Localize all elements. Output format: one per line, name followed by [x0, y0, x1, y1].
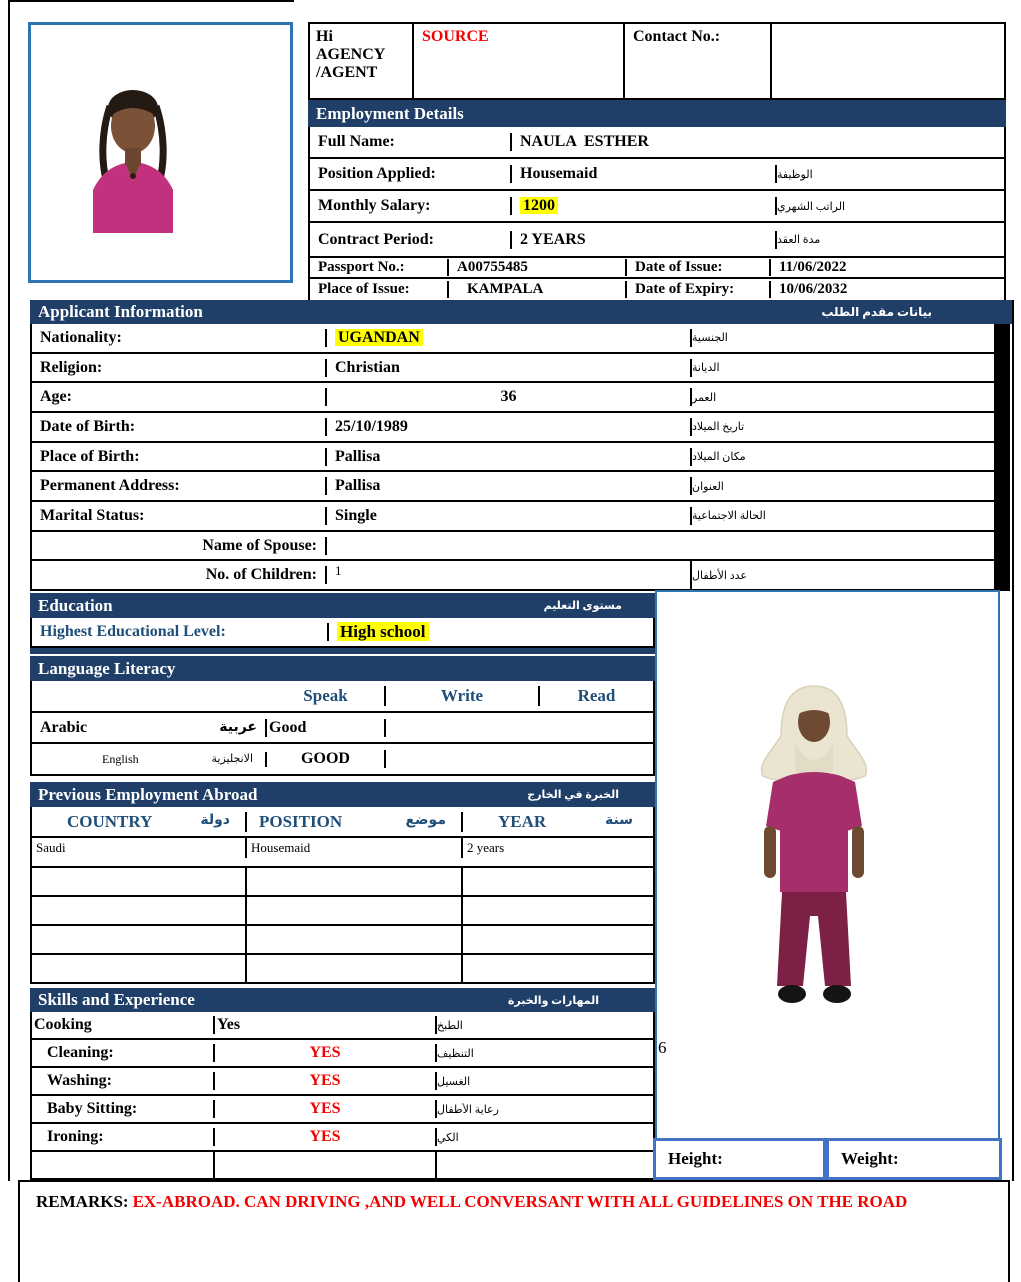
babysitting-value-cell	[215, 1100, 437, 1118]
prev-position-value: Housemaid	[251, 840, 311, 855]
date-of-expiry-value: 10/06/2032	[779, 281, 848, 297]
english-language-cell	[32, 752, 267, 767]
marital-status-value: Single	[335, 506, 377, 524]
empty-cell	[32, 897, 247, 924]
english-speak-cell	[267, 750, 386, 768]
age-arabic-label: العمر	[692, 391, 717, 404]
date-expiry-label-cell	[627, 281, 771, 298]
english-language-arabic-label: الانجليزية	[211, 752, 253, 765]
date-issue-value-cell	[771, 259, 1004, 276]
children-arabic-cell	[692, 561, 994, 589]
date-of-birth-value: 25/10/1989	[335, 417, 408, 435]
date-of-expiry-label: Date of Expiry:	[635, 281, 735, 297]
previous-employment-title-arabic: الخبرة في الخارج	[527, 789, 619, 801]
page-note-value: 6	[658, 1038, 667, 1057]
applicant-info-title-arabic: بيانات مقدم الطلب	[821, 304, 932, 319]
cleaning-label-cell	[32, 1044, 215, 1062]
salary-arabic-label: الراتب الشهري	[777, 200, 846, 213]
no-of-children-value: 1	[335, 563, 342, 579]
table-row	[310, 191, 1004, 223]
applicant-table-right-bar	[996, 324, 1010, 591]
no-of-children-label: No. of Children:	[205, 566, 317, 584]
year-header-arabic: سنة	[605, 812, 633, 828]
empty-cell	[32, 955, 247, 982]
contract-arabic-label: مدة العقد	[777, 234, 821, 246]
contract-arabic-cell	[777, 233, 1004, 246]
applicant-info-header	[30, 300, 1012, 324]
passport-no-label: Passport No.:	[318, 259, 405, 275]
age-label: Age:	[40, 388, 72, 406]
cleaning-value-cell	[215, 1044, 437, 1062]
address-arabic-cell	[692, 480, 994, 493]
nationality-value-cell	[327, 329, 692, 347]
arabic-speak-cell	[267, 719, 386, 737]
permanent-address-label: Permanent Address:	[40, 477, 180, 495]
highest-educational-level-label: Highest Educational Level:	[40, 623, 226, 640]
table-row	[32, 926, 653, 955]
full-name-value-cell	[512, 133, 1004, 151]
passport-no-value: A00755485	[457, 259, 528, 275]
empty-cell	[32, 868, 247, 895]
washing-value: YES	[309, 1072, 341, 1089]
babysitting-arabic-cell	[437, 1103, 653, 1116]
table-row	[32, 1152, 653, 1178]
empty-cell	[215, 1152, 437, 1178]
cooking-label: Cooking	[34, 1016, 92, 1033]
dob-value-cell	[327, 418, 692, 436]
cooking-arabic-label: الطبخ	[437, 1019, 463, 1032]
table-row	[32, 354, 994, 384]
marital-arabic-cell	[692, 509, 994, 522]
table-row	[32, 383, 994, 413]
table-row	[32, 897, 653, 926]
date-of-birth-label: Date of Birth:	[40, 417, 136, 435]
remarks-text: EX-ABROAD. CAN DRIVING ,AND WELL CONVERSANT WITH ALL GUIDELINES ON THE ROAD	[132, 1192, 908, 1211]
country-header-label: COUNTRY	[67, 811, 153, 831]
age-value-cell	[327, 388, 692, 406]
religion-arabic-cell	[692, 361, 994, 374]
contract-label-cell	[310, 231, 512, 249]
speak-header-label: Speak	[303, 685, 348, 705]
table-row	[32, 713, 653, 745]
washing-arabic-label: الغسيل	[437, 1075, 471, 1088]
religion-value-cell	[327, 359, 692, 377]
country-column-header	[32, 812, 247, 832]
ironing-value-cell	[215, 1128, 437, 1146]
place-of-birth-value: Pallisa	[335, 447, 381, 465]
source-label: SOURCE	[422, 28, 489, 45]
table-row	[310, 159, 1004, 191]
pob-value-cell	[327, 448, 692, 466]
english-language-label: English	[102, 751, 139, 766]
religion-value: Christian	[335, 358, 400, 376]
agency-label-cell	[310, 24, 414, 98]
weight-label: Weight:	[841, 1149, 899, 1168]
empty-cell	[32, 1152, 215, 1178]
pob-arabic-cell	[692, 450, 994, 463]
speak-column-header	[267, 686, 386, 706]
empty-cell	[247, 926, 463, 953]
portrait-photo-frame	[28, 22, 293, 283]
empty-cell	[463, 868, 653, 895]
education-level-label-cell	[32, 623, 329, 641]
religion-arabic-label: الديانة	[692, 362, 720, 374]
table-row	[310, 258, 1004, 279]
divider-strip	[30, 648, 655, 654]
skills-table	[30, 1012, 655, 1180]
place-issue-value-cell	[449, 281, 627, 298]
cleaning-label: Cleaning:	[47, 1044, 114, 1061]
date-issue-label-cell	[627, 259, 771, 276]
salary-value-cell	[512, 197, 777, 215]
address-arabic-label: العنوان	[692, 480, 724, 493]
page-top-border	[8, 0, 294, 2]
position-header-arabic: موضع	[405, 812, 446, 828]
dob-label-cell	[32, 418, 327, 436]
table-row	[32, 1096, 653, 1124]
cleaning-arabic-label: التنظيف	[437, 1047, 474, 1060]
page-note	[658, 1038, 667, 1058]
contact-value-cell	[772, 24, 1004, 98]
previous-employment-title: Previous Employment Abroad	[38, 784, 258, 804]
weight-cell	[826, 1138, 1002, 1180]
place-issue-label-cell	[310, 281, 449, 298]
position-arabic-label: الوظيفة	[777, 168, 813, 181]
cooking-arabic-cell	[437, 1019, 653, 1032]
employment-details-title: Employment Details	[316, 103, 464, 123]
date-expiry-value-cell	[771, 281, 1004, 298]
table-row	[32, 502, 994, 532]
washing-label: Washing:	[47, 1072, 112, 1089]
read-header-label: Read	[577, 685, 616, 705]
write-column-header	[386, 686, 540, 706]
babysitting-label-cell	[32, 1100, 215, 1118]
education-header	[30, 593, 655, 618]
nationality-arabic-cell	[692, 331, 994, 344]
read-column-header	[540, 686, 653, 706]
table-row	[32, 1068, 653, 1096]
applicant-full-body-photo	[749, 684, 879, 1014]
table-row	[32, 561, 994, 589]
full-name-label-cell	[310, 133, 512, 151]
position-value-cell	[512, 165, 777, 183]
arabic-speak-value: Good	[269, 718, 307, 736]
prev-country-cell	[32, 838, 247, 858]
prev-country-value: Saudi	[36, 840, 66, 855]
empty-cell	[463, 897, 653, 924]
contact-label-cell	[625, 24, 772, 98]
applicant-info-title: Applicant Information	[38, 302, 203, 321]
religion-label-cell	[32, 359, 327, 377]
arabic-language-arabic-label: عربية	[219, 719, 257, 735]
nationality-label-cell	[32, 329, 327, 347]
children-label-cell	[32, 566, 327, 584]
education-level-row	[30, 618, 655, 648]
ironing-arabic-label: الكي	[437, 1131, 459, 1144]
baby-sitting-arabic-label: رعاية الأطفال	[437, 1103, 499, 1116]
salary-label-cell	[310, 197, 512, 215]
contract-value-cell	[512, 231, 777, 249]
age-arabic-cell	[692, 391, 994, 404]
table-row	[32, 744, 653, 774]
washing-value-cell	[215, 1072, 437, 1090]
passport-no-label-cell	[310, 259, 449, 276]
year-column-header	[463, 812, 653, 832]
table-row	[310, 223, 1004, 256]
skills-title-arabic: المهارات والخبرة	[507, 994, 599, 1007]
table-row	[32, 1124, 653, 1152]
age-label-cell	[32, 388, 327, 406]
remarks-label: REMARKS:	[36, 1192, 129, 1211]
religion-label: Religion:	[40, 358, 103, 376]
baby-sitting-value: YES	[309, 1100, 341, 1117]
prev-year-cell	[463, 838, 653, 858]
table-row	[32, 443, 994, 473]
passport-table	[308, 256, 1006, 302]
table-row	[32, 1040, 653, 1068]
language-literacy-table	[30, 681, 655, 776]
year-header-label: YEAR	[498, 811, 547, 831]
marital-status-label: Marital Status:	[40, 506, 145, 524]
previous-employment-table	[30, 807, 655, 984]
empty-cell	[463, 926, 653, 953]
address-label-cell	[32, 477, 327, 495]
table-row	[32, 955, 653, 982]
table-row	[32, 838, 653, 868]
previous-employment-header	[30, 782, 655, 807]
ironing-label: Ironing:	[47, 1128, 104, 1145]
spouse-label-cell	[32, 537, 327, 555]
date-of-issue-value: 11/06/2022	[779, 259, 847, 275]
dob-arabic-label: تاريخ الميلاد	[692, 421, 745, 434]
dob-arabic-cell	[692, 420, 994, 433]
table-row	[32, 1012, 653, 1040]
empty-cell	[247, 868, 463, 895]
contract-period-label: Contract Period:	[318, 230, 434, 248]
permanent-address-value: Pallisa	[335, 477, 381, 495]
page-left-border	[8, 0, 10, 1181]
children-arabic-label: عدد الأطفال	[692, 569, 747, 582]
table-header-row	[32, 681, 653, 713]
table-row	[310, 279, 1004, 300]
applicant-info-table	[30, 324, 996, 591]
table-row	[32, 472, 994, 502]
empty-cell	[32, 926, 247, 953]
education-title: Education	[38, 595, 113, 615]
language-literacy-title: Language Literacy	[38, 658, 176, 678]
table-row	[32, 868, 653, 897]
agency-label: Hi AGENCY /AGENT	[316, 28, 385, 81]
nationality-arabic-label: الجنسية	[692, 332, 728, 345]
nationality-value: UGANDAN	[335, 329, 423, 346]
highest-educational-level-value: High school	[337, 622, 429, 641]
prev-year-value: 2 years	[467, 840, 505, 855]
cooking-value: Yes	[217, 1016, 241, 1033]
date-of-issue-label: Date of Issue:	[635, 259, 723, 275]
skills-header	[30, 988, 655, 1012]
table-row	[32, 413, 994, 443]
position-applied-value: Housemaid	[520, 165, 598, 182]
employment-details-table	[308, 127, 1006, 258]
position-arabic-cell	[777, 168, 1004, 181]
empty-cell	[247, 955, 463, 982]
agency-header-row	[308, 22, 1006, 100]
english-speak-value: GOOD	[301, 750, 350, 768]
full-body-photo-frame	[655, 590, 1000, 1140]
position-label-cell	[310, 165, 512, 183]
marital-value-cell	[327, 507, 692, 525]
baby-sitting-label: Baby Sitting:	[47, 1100, 138, 1117]
ironing-arabic-cell	[437, 1131, 653, 1144]
children-value-cell	[327, 561, 692, 589]
education-title-arabic: مستوى التعليم	[543, 600, 622, 612]
contact-label: Contact No.:	[633, 28, 721, 45]
passport-no-value-cell	[449, 259, 627, 276]
remarks-box	[18, 1180, 1010, 1282]
full-name-label: Full Name:	[318, 133, 395, 150]
age-value: 36	[500, 388, 517, 406]
table-row	[32, 532, 994, 562]
write-header-label: Write	[440, 685, 484, 705]
table-row	[310, 127, 1004, 159]
height-cell	[653, 1138, 826, 1180]
skills-title: Skills and Experience	[38, 990, 195, 1009]
full-name-value: NAULA ESTHER	[520, 133, 649, 150]
height-label: Height:	[668, 1149, 723, 1168]
position-header-label: POSITION	[259, 811, 343, 831]
ironing-value: YES	[309, 1128, 341, 1145]
marital-label-cell	[32, 507, 327, 525]
education-level-value-cell	[329, 622, 653, 642]
applicant-portrait-photo	[73, 78, 193, 233]
arabic-language-cell	[32, 719, 267, 737]
name-of-spouse-label: Name of Spouse:	[202, 536, 317, 554]
place-of-issue-value: KAMPALA	[467, 281, 544, 297]
source-cell	[414, 24, 625, 98]
position-column-header	[247, 812, 463, 832]
address-value-cell	[327, 477, 692, 495]
country-header-arabic: دولة	[200, 812, 230, 828]
washing-label-cell	[32, 1072, 215, 1090]
cleaning-arabic-cell	[437, 1047, 653, 1060]
place-of-issue-label: Place of Issue:	[318, 281, 410, 297]
washing-arabic-cell	[437, 1075, 653, 1088]
table-row	[32, 324, 994, 354]
monthly-salary-label: Monthly Salary:	[318, 197, 431, 214]
position-applied-label: Position Applied:	[318, 165, 436, 182]
table-header-row	[32, 807, 653, 838]
cooking-label-cell	[32, 1016, 215, 1034]
cleaning-value: YES	[309, 1044, 341, 1061]
arabic-language-label: Arabic	[40, 718, 88, 736]
place-of-birth-label: Place of Birth:	[40, 447, 140, 465]
empty-cell	[437, 1152, 653, 1178]
pob-arabic-label: مكان الميلاد	[692, 451, 746, 464]
page-right-border	[1012, 300, 1014, 1181]
nationality-label: Nationality:	[40, 328, 122, 346]
salary-arabic-cell	[777, 200, 1004, 213]
empty-cell	[463, 955, 653, 982]
empty-cell	[247, 897, 463, 924]
cooking-value-cell	[215, 1016, 437, 1034]
prev-position-cell	[247, 838, 463, 858]
pob-label-cell	[32, 448, 327, 466]
language-literacy-header	[30, 656, 655, 681]
contract-period-value: 2 YEARS	[520, 230, 586, 248]
monthly-salary-value: 1200	[520, 197, 558, 214]
marital-arabic-label: الحالة الاجتماعية	[692, 510, 766, 523]
employment-details-header	[308, 100, 1006, 127]
ironing-label-cell	[32, 1128, 215, 1146]
